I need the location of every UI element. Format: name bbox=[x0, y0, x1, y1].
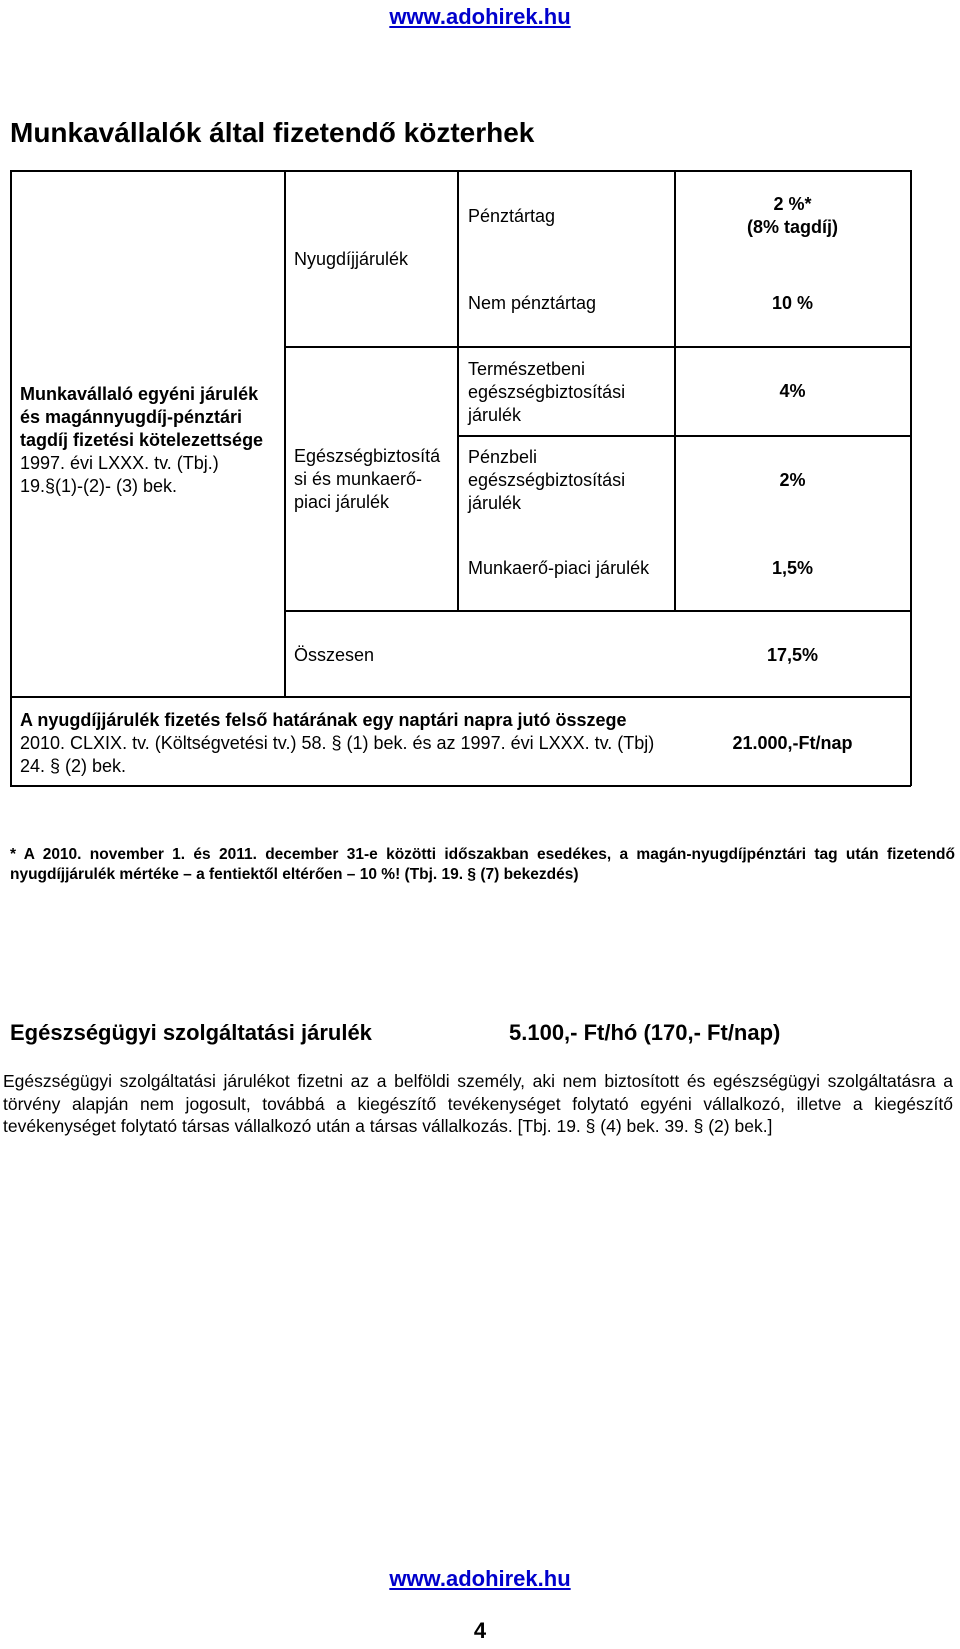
pension-label: Nyugdíjjárulék bbox=[294, 249, 409, 269]
fund-member-label: Pénztártag bbox=[468, 206, 556, 226]
footnote: * A 2010. november 1. és 2011. december 31-e közötti időszakban esedékes, a magán-nyugdíjpénztári tag után fizetendő nyugdíjjárulék mértéke – a fentiektől eltérően – 10 %! (Tbj. 19. § (7) bekezdés) bbox=[10, 846, 955, 883]
cash-rate: 2% bbox=[779, 470, 806, 490]
section-title: Egészségügyi szolgáltatási járulék bbox=[10, 1020, 372, 1045]
labor-market-rate: 1,5% bbox=[771, 558, 814, 578]
total-rate: 17,5% bbox=[766, 645, 819, 665]
in-kind-rate: 4% bbox=[779, 381, 806, 401]
in-kind-label: Természetbeni egészségbiztosítási járulék bbox=[468, 359, 626, 425]
fund-member-rate-note: (8% tagdíj) bbox=[746, 217, 838, 237]
page-title: Munkavállalók által fizetendő közterhek bbox=[10, 117, 535, 148]
labor-market-label: Munkaerő-piaci járulék bbox=[468, 558, 650, 578]
non-member-rate: 10 % bbox=[771, 293, 814, 313]
total-label: Összesen bbox=[294, 645, 375, 665]
non-member-label: Nem pénztártag bbox=[468, 293, 597, 313]
fund-member-rate: 2 %* bbox=[773, 194, 812, 214]
ceiling-value: 21.000,-Ft/nap bbox=[732, 733, 853, 753]
main-label-bold: Munkavállaló egyéni járulék és magánnyugdíj-pénztári tagdíj fizetési kötelezettsége bbox=[20, 384, 264, 450]
section-body: Egészségügyi szolgáltatási járulékot fizetni az a belföldi személy, aki nem biztosított és egészségügyi szolgáltatásra a törvény alapján nem jogosult, továbbá a kiegészítő tevékenységet folytató egyéni vállalkozó, illetve a kiegészítő tevékenységet folytató társas vállalkozó után a társas vállalkozás. [Tbj. 19. § (4) bek. 39. § (2) bek.] bbox=[3, 1071, 953, 1136]
main-label-ref: 1997. évi LXXX. tv. (Tbj.) 19.§(1)-(2)- (3) bek. bbox=[20, 453, 219, 496]
header-site-link[interactable]: www.adohirek.hu bbox=[389, 4, 571, 29]
page-number: 4 bbox=[473, 1618, 487, 1643]
footer-site-link[interactable]: www.adohirek.hu bbox=[389, 1566, 571, 1591]
health-label: Egészségbiztosítá si és munkaerő-piaci járulék bbox=[294, 446, 441, 512]
cash-label: Pénzbeli egészségbiztosítási járulék bbox=[468, 447, 626, 513]
ceiling-label-bold: A nyugdíjjárulék fizetés felső határának egy naptári napra jutó összege bbox=[20, 710, 627, 730]
ceiling-ref: 2010. CLXIX. tv. (Költségvetési tv.) 58. § (1) bek. és az 1997. évi LXXX. tv. (Tbj) 24. § (2) bek. bbox=[20, 733, 655, 776]
section-amount: 5.100,- Ft/hó (170,- Ft/nap) bbox=[509, 1020, 781, 1045]
